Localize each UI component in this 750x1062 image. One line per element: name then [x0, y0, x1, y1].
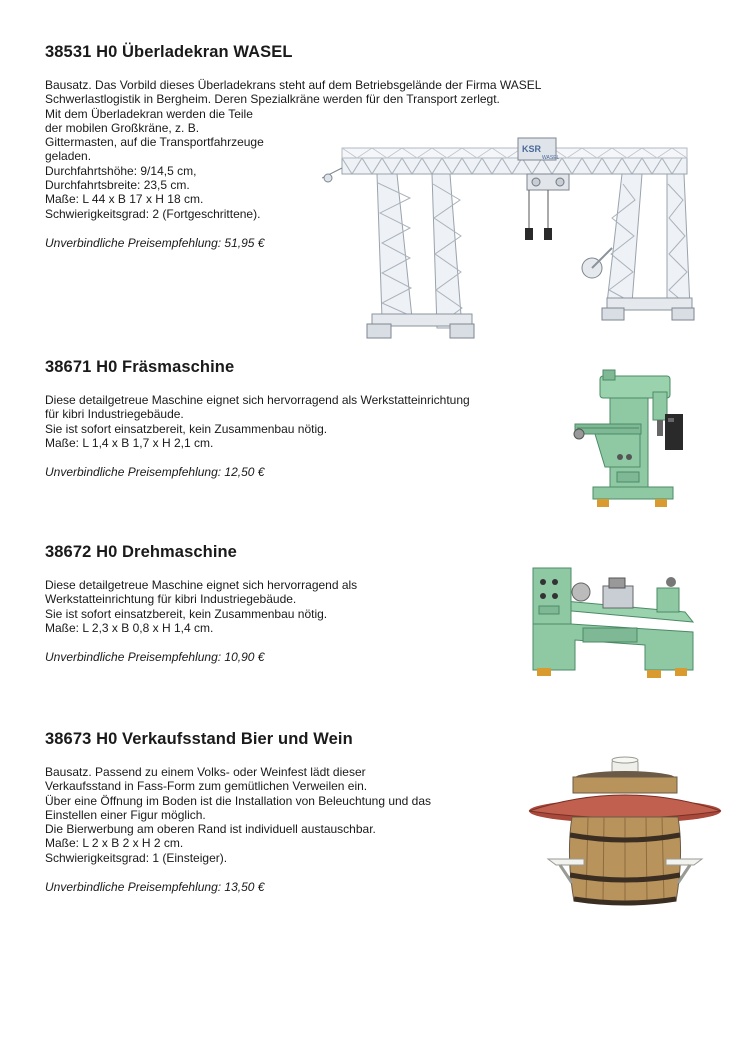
description-line: für kibri Industriegebäude.	[45, 407, 184, 422]
product-title: 38672 H0 Drehmaschine	[45, 543, 237, 561]
product-title: 38531 H0 Überladekran WASEL	[45, 43, 293, 61]
gantry-crane-image	[322, 128, 707, 348]
lathe-image	[525, 560, 700, 695]
description-line: Schwierigkeitsgrad: 1 (Einsteiger).	[45, 850, 228, 865]
product-title: 38673 H0 Verkaufsstand Bier und Wein	[45, 730, 353, 748]
description-line: Maße: L 44 x B 17 x H 18 cm.	[45, 192, 204, 207]
description-line: Bausatz. Passend zu einem Volks- oder Weinfest lädt dieser	[45, 765, 366, 779]
price-recommendation: Unverbindliche Preisempfehlung: 10,90 €	[45, 650, 265, 665]
description-line: Maße: L 2,3 x B 0,8 x H 1,4 cm.	[45, 620, 214, 635]
description-line: Gittermasten, auf die Transportfahrzeuge	[45, 135, 264, 150]
description-line: Diese detailgetreue Maschine eignet sich hervorragend als	[45, 578, 358, 592]
description-line: Werkstatteinrichtung für kibri Industriegebäude.	[45, 592, 297, 607]
description-line: der mobilen Großkräne, z. B.	[45, 120, 200, 135]
description-line: Durchfahrtsbreite: 23,5 cm.	[45, 178, 190, 193]
barrel-stand-image	[526, 755, 722, 915]
description-line: Die Bierwerbung am oberen Rand ist individuell austauschbar.	[45, 822, 376, 837]
description-line: Verkaufsstand in Fass-Form zum gemütlichen Verweilen ein.	[45, 779, 368, 794]
crane-brand-logo: KSR	[522, 144, 542, 154]
description-line: Schwerlastlogistik in Bergheim. Deren Spezialkräne werden für den Transport zerlegt.	[45, 92, 500, 107]
description-line: Maße: L 1,4 x B 1,7 x H 2,1 cm.	[45, 435, 214, 450]
description-line: Diese detailgetreue Maschine eignet sich hervorragend als Werkstatteinrichtung	[45, 393, 470, 407]
description-line: geladen.	[45, 149, 92, 164]
product-title: 38671 H0 Fräsmaschine	[45, 358, 235, 376]
description-line: Maße: L 2 x B 2 x H 2 cm.	[45, 836, 184, 851]
price-recommendation: Unverbindliche Preisempfehlung: 51,95 €	[45, 235, 265, 250]
price-recommendation: Unverbindliche Preisempfehlung: 13,50 €	[45, 880, 265, 895]
description-line: Einstellen einer Figur möglich.	[45, 807, 206, 822]
milling-machine-image	[565, 362, 705, 517]
description-line: Sie ist sofort einsatzbereit, kein Zusammenbau nötig.	[45, 606, 328, 621]
description-line: Schwierigkeitsgrad: 2 (Fortgeschrittene).	[45, 206, 261, 221]
price-recommendation: Unverbindliche Preisempfehlung: 12,50 €	[45, 465, 265, 480]
crane-brand-sub: WASEL	[542, 155, 560, 161]
description-line: Über eine Öffnung im Boden ist die Installation von Beleuchtung und das	[45, 793, 432, 808]
description-line: Sie ist sofort einsatzbereit, kein Zusammenbau nötig.	[45, 421, 328, 436]
description-line: Durchfahrtshöhe: 9/14,5 cm,	[45, 163, 197, 178]
description-line: Mit dem Überladekran werden die Teile	[45, 106, 253, 121]
description-line: Bausatz. Das Vorbild dieses Überladekrans steht auf dem Betriebsgelände der Firma WASEL	[45, 78, 542, 92]
